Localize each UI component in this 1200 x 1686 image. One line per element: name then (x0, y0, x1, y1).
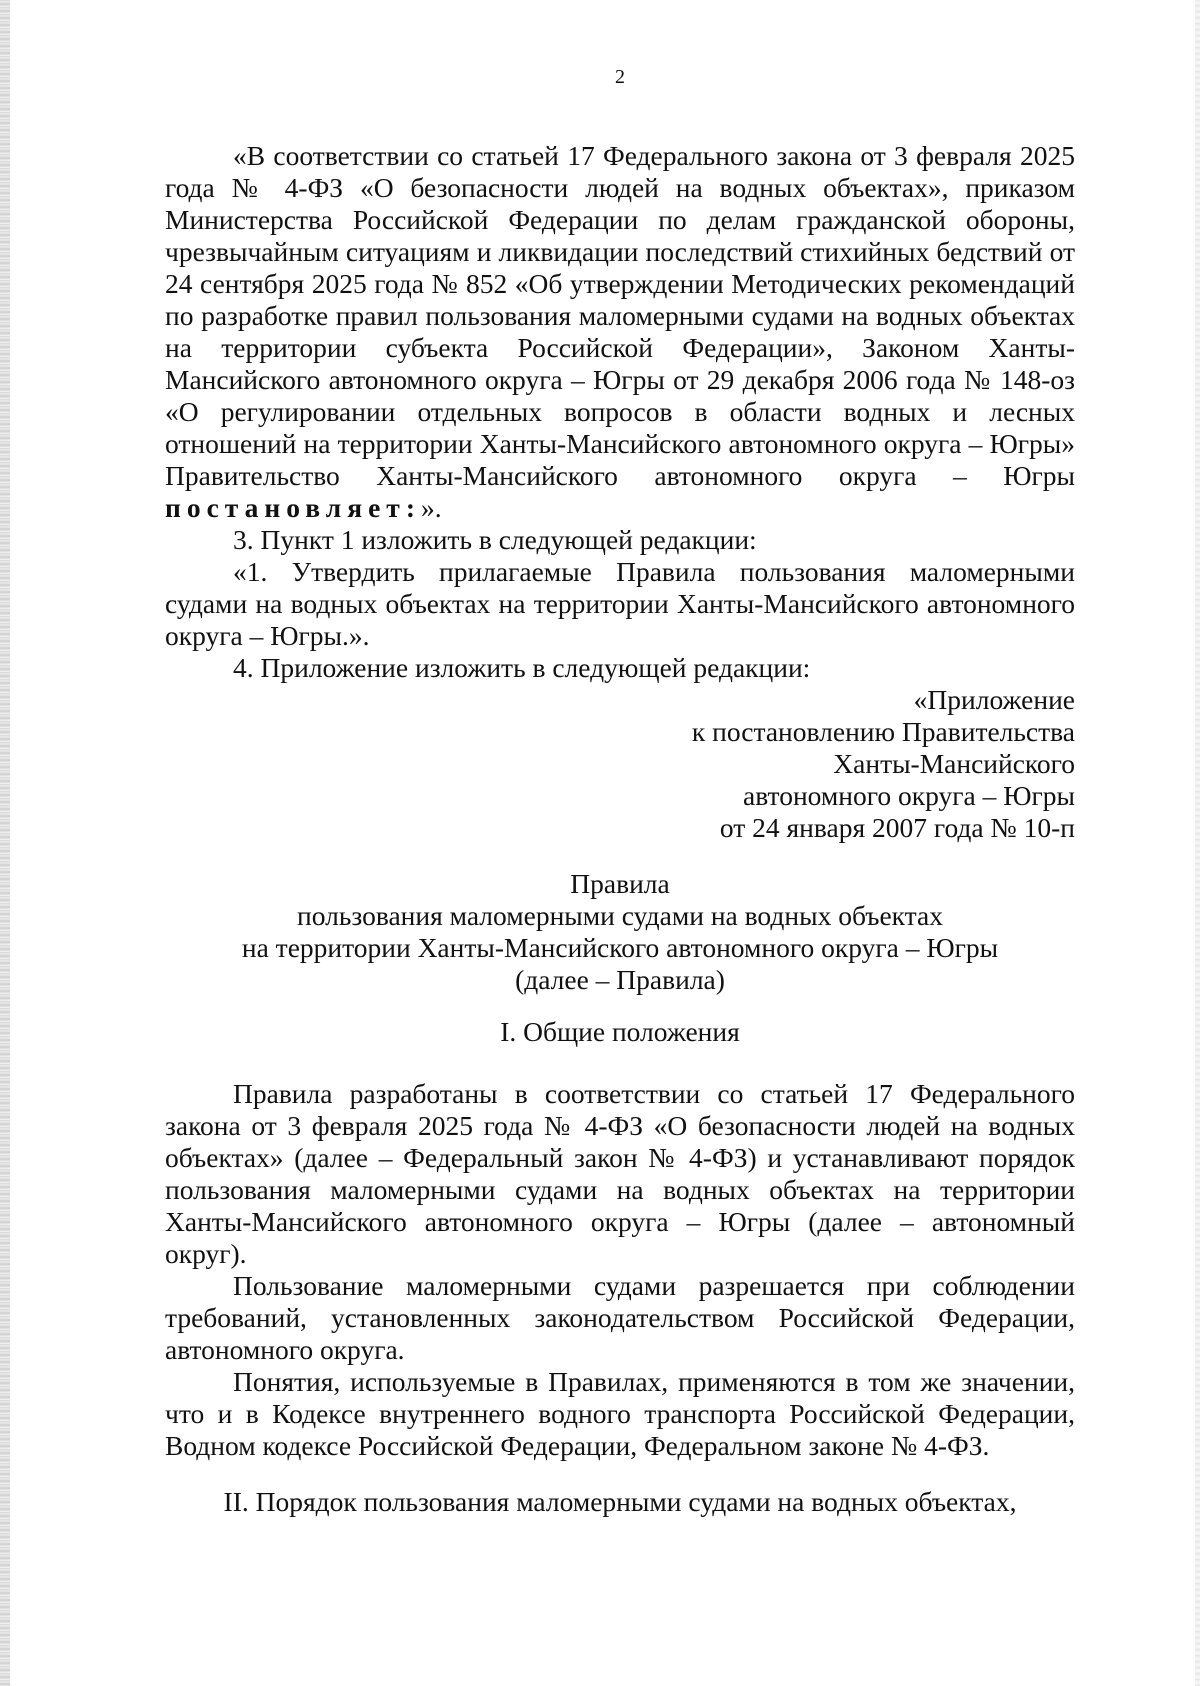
document-body (165, 140, 1075, 1518)
item-3-quote: «1. Утвердить прилагаемые Правила пользования маломерными судами на водных объектах на территории Ханты-Мансийского автономного округа – Югры.». (165, 556, 1075, 651)
page-number: 2 (615, 66, 625, 88)
rules-title-line: (далее – Правила) (515, 964, 725, 995)
section-1-paragraph: Понятия, используемые в Правилах, применяются в том же значении, что и в Кодексе внутреннего водного транспорта Российской Федерации, Водном кодексе Российской Федерации, Федеральном законе № 4-ФЗ. (165, 1366, 1075, 1461)
section-1-paragraph: Правила разработаны в соответствии со статьей 17 Федерального закона от 3 февраля 2025 года № 4-ФЗ «О безопасности людей на водных объектах» (далее – Федеральный закон № 4-ФЗ) и устанавливают порядок пользования маломерными судами на водных объектах на территории Ханты-Мансийского автономного округа – Югры (далее – автономный округ). (165, 1078, 1075, 1269)
rules-title-line: на территории Ханты-Мансийского автономного округа – Югры (241, 932, 999, 963)
rules-title-line: пользования маломерными судами на водных объектах (297, 900, 943, 931)
spacer (165, 1462, 1075, 1486)
section-1-paragraph: Пользование маломерными судами разрешается при соблюдении требований, установленных законодательством Российской Федерации, автономного округа. (165, 1270, 1075, 1365)
spacer (165, 844, 1075, 868)
appendix-header (165, 684, 1075, 844)
resolution-intro-text: «В соответствии со статьей 17 Федерального закона от 3 февраля 2025 года № 4-ФЗ «О безопасности людей на водных объектах», приказом Министерства Российской Федерации по делам гражданской обороны, чрезвычайным ситуациям и ликвидации последствий стихийных бедствий от 24 сентября 2025 года № 852 «Об утверждении Методических рекомендаций по разработке правил пользования маломерными судами на водных объектах на территории субъекта Российской Федерации», Законом Ханты-Мансийского автономного округа – Югры от 29 декабря 2006 года № 148-оз «О регулировании отдельных вопросов в области водных и лесных отношений на территории Ханты-Мансийского автономного округа – Югры» Правительство Ханты-Мансийского автономного округа – Югры (165, 140, 1075, 491)
resolution-intro-paragraph (165, 140, 1075, 524)
scan-edge-left (0, 0, 10, 1686)
resolution-intro-closing: ». (420, 492, 442, 523)
item-3: 3. Пункт 1 изложить в следующей редакции: (233, 524, 757, 555)
appendix-header-line: от 24 января 2007 года № 10-п (719, 812, 1075, 843)
appendix-header-line: Ханты-Мансийского (833, 748, 1075, 779)
item-4: 4. Приложение изложить в следующей редакции: (233, 652, 811, 683)
rules-title (165, 868, 1075, 996)
scan-edge-right (1195, 0, 1200, 1686)
rules-title-line: Правила (570, 868, 670, 899)
appendix-header-line: автономного округа – Югры (743, 780, 1075, 811)
appendix-header-line: «Приложение (913, 684, 1075, 715)
spacer (165, 1048, 1075, 1078)
section-1-title: I. Общие положения (500, 1016, 740, 1047)
spacer (165, 996, 1075, 1016)
appendix-header-line: к постановлению Правительства (691, 716, 1075, 747)
section-2-title: II. Порядок пользования маломерными судами на водных объектах, (223, 1486, 1017, 1517)
decree-word: постановляет: (165, 492, 421, 523)
